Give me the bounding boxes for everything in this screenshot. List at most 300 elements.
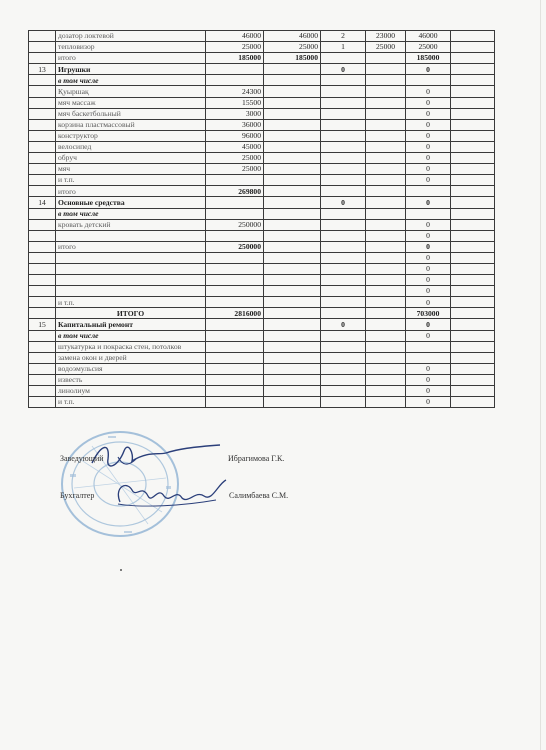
table-row xyxy=(29,197,495,208)
cell-unit-price xyxy=(366,230,406,241)
cell-item: ИТОГО xyxy=(56,308,206,319)
cell-unit-price xyxy=(366,397,406,408)
cell-qty: 2 xyxy=(321,31,366,42)
cell-sum xyxy=(264,175,321,186)
table-row xyxy=(29,386,495,397)
table-row xyxy=(29,275,495,286)
cell-total: 0 xyxy=(406,286,451,297)
cell-item: Қуыршақ xyxy=(56,86,206,97)
cell-blank xyxy=(451,397,495,408)
cell-unit-price xyxy=(366,386,406,397)
cell-total: 0 xyxy=(406,164,451,175)
cell-price: 15500 xyxy=(206,97,264,108)
cell-blank xyxy=(451,286,495,297)
cell-number: 14 xyxy=(29,197,56,208)
cell-item: корзина пластмассовый xyxy=(56,119,206,130)
cell-blank xyxy=(451,53,495,64)
cell-blank xyxy=(451,42,495,53)
cell-item: тепловизор xyxy=(56,42,206,53)
cell-total: 25000 xyxy=(406,42,451,53)
cell-unit-price xyxy=(366,319,406,330)
cell-total: 0 xyxy=(406,64,451,75)
cell-price xyxy=(206,397,264,408)
cell-qty xyxy=(321,53,366,64)
cell-qty: 1 xyxy=(321,42,366,53)
cell-item: итого xyxy=(56,241,206,252)
head-name: Ибрагимова Г.К. xyxy=(228,454,285,463)
cell-blank xyxy=(451,31,495,42)
cell-total: 0 xyxy=(406,374,451,385)
cell-blank xyxy=(451,141,495,152)
cell-blank xyxy=(451,319,495,330)
cell-item: замена окон и дверей xyxy=(56,352,206,363)
cell-price xyxy=(206,275,264,286)
cell-number xyxy=(29,330,56,341)
cell-item: обруч xyxy=(56,153,206,164)
cell-sum xyxy=(264,208,321,219)
cell-sum xyxy=(264,363,321,374)
cell-price: 24300 xyxy=(206,86,264,97)
table-row xyxy=(29,219,495,230)
cell-price: 46000 xyxy=(206,31,264,42)
cell-sum xyxy=(264,286,321,297)
cell-sum: 185000 xyxy=(264,53,321,64)
cell-total: 0 xyxy=(406,241,451,252)
cell-total: 0 xyxy=(406,252,451,263)
cell-sum xyxy=(264,386,321,397)
cell-blank xyxy=(451,97,495,108)
table-row xyxy=(29,75,495,86)
cell-number xyxy=(29,308,56,319)
cell-sum xyxy=(264,241,321,252)
cell-item: мяч баскетбольный xyxy=(56,108,206,119)
cell-qty xyxy=(321,252,366,263)
cell-sum xyxy=(264,330,321,341)
cell-item: кровать детский xyxy=(56,219,206,230)
cell-unit-price xyxy=(366,219,406,230)
cell-price xyxy=(206,341,264,352)
cell-unit-price xyxy=(366,252,406,263)
cell-number: 15 xyxy=(29,319,56,330)
cell-total: 0 xyxy=(406,130,451,141)
cell-total: 0 xyxy=(406,263,451,274)
table-row xyxy=(29,230,495,241)
cell-price xyxy=(206,208,264,219)
cell-number xyxy=(29,230,56,241)
cell-qty xyxy=(321,263,366,274)
cell-number xyxy=(29,352,56,363)
cell-number xyxy=(29,86,56,97)
cell-sum xyxy=(264,230,321,241)
cell-qty xyxy=(321,153,366,164)
cell-sum xyxy=(264,119,321,130)
cell-price xyxy=(206,374,264,385)
cell-blank xyxy=(451,164,495,175)
cell-sum xyxy=(264,97,321,108)
cell-qty xyxy=(321,186,366,197)
cell-unit-price xyxy=(366,175,406,186)
cell-total xyxy=(406,341,451,352)
cell-blank xyxy=(451,263,495,274)
cell-price: 25000 xyxy=(206,42,264,53)
cell-qty xyxy=(321,97,366,108)
cell-unit-price xyxy=(366,197,406,208)
cell-qty xyxy=(321,241,366,252)
cell-price: 2816000 xyxy=(206,308,264,319)
cell-number xyxy=(29,374,56,385)
cell-sum xyxy=(264,141,321,152)
table-row xyxy=(29,341,495,352)
cell-unit-price xyxy=(366,286,406,297)
table-row xyxy=(29,286,495,297)
cell-number xyxy=(29,286,56,297)
cell-number xyxy=(29,97,56,108)
cell-item: мяч массаж xyxy=(56,97,206,108)
cell-number xyxy=(29,241,56,252)
cell-total: 0 xyxy=(406,219,451,230)
cell-qty xyxy=(321,308,366,319)
cell-unit-price xyxy=(366,141,406,152)
cell-unit-price xyxy=(366,241,406,252)
table-row xyxy=(29,130,495,141)
cell-price xyxy=(206,175,264,186)
cell-item: и т.п. xyxy=(56,297,206,308)
cell-sum xyxy=(264,397,321,408)
table-row xyxy=(29,53,495,64)
cell-number xyxy=(29,175,56,186)
table-row xyxy=(29,319,495,330)
cell-blank xyxy=(451,374,495,385)
cell-blank xyxy=(451,297,495,308)
cell-sum xyxy=(264,219,321,230)
cell-item xyxy=(56,230,206,241)
cell-price: 250000 xyxy=(206,241,264,252)
cell-unit-price xyxy=(366,352,406,363)
table-row xyxy=(29,308,495,319)
cell-item: в том числе xyxy=(56,208,206,219)
cell-qty xyxy=(321,275,366,286)
cell-total xyxy=(406,75,451,86)
cell-number xyxy=(29,164,56,175)
table-row xyxy=(29,241,495,252)
cell-total xyxy=(406,208,451,219)
cell-sum: 25000 xyxy=(264,42,321,53)
cell-blank xyxy=(451,175,495,186)
cell-item: Игрушки xyxy=(56,64,206,75)
cell-number xyxy=(29,119,56,130)
table-row xyxy=(29,208,495,219)
cell-price: 3000 xyxy=(206,108,264,119)
accountant-name: Салимбаева С.М. xyxy=(229,491,289,500)
cell-sum xyxy=(264,374,321,385)
table-row xyxy=(29,164,495,175)
cell-qty xyxy=(321,175,366,186)
cell-qty xyxy=(321,208,366,219)
budget-table xyxy=(28,30,495,408)
table-row xyxy=(29,263,495,274)
cell-price xyxy=(206,75,264,86)
cell-total: 0 xyxy=(406,175,451,186)
cell-price: 185000 xyxy=(206,53,264,64)
cell-qty: 0 xyxy=(321,319,366,330)
cell-total: 0 xyxy=(406,319,451,330)
cell-blank xyxy=(451,197,495,208)
cell-sum xyxy=(264,308,321,319)
cell-number xyxy=(29,153,56,164)
cell-qty xyxy=(321,108,366,119)
cell-blank xyxy=(451,186,495,197)
cell-total: 0 xyxy=(406,230,451,241)
cell-number xyxy=(29,208,56,219)
cell-unit-price xyxy=(366,153,406,164)
cell-number xyxy=(29,75,56,86)
cell-blank xyxy=(451,153,495,164)
cell-total: 0 xyxy=(406,153,451,164)
table-row xyxy=(29,108,495,119)
table-row xyxy=(29,397,495,408)
cell-unit-price xyxy=(366,363,406,374)
cell-unit-price xyxy=(366,186,406,197)
cell-blank xyxy=(451,308,495,319)
cell-blank xyxy=(451,108,495,119)
cell-unit-price: 23000 xyxy=(366,31,406,42)
cell-item: конструктор xyxy=(56,130,206,141)
cell-blank xyxy=(451,219,495,230)
cell-blank xyxy=(451,363,495,374)
cell-unit-price xyxy=(366,330,406,341)
cell-qty xyxy=(321,363,366,374)
cell-price xyxy=(206,286,264,297)
table-row xyxy=(29,186,495,197)
cell-qty xyxy=(321,86,366,97)
cell-unit-price xyxy=(366,53,406,64)
cell-item: итого xyxy=(56,186,206,197)
table-row xyxy=(29,141,495,152)
cell-item: Основные средства xyxy=(56,197,206,208)
cell-blank xyxy=(451,241,495,252)
cell-number xyxy=(29,108,56,119)
cell-blank xyxy=(451,330,495,341)
cell-unit-price xyxy=(366,164,406,175)
cell-price xyxy=(206,386,264,397)
cell-item: водоэмульсия xyxy=(56,363,206,374)
cell-item xyxy=(56,252,206,263)
cell-qty xyxy=(321,141,366,152)
cell-total: 703000 xyxy=(406,308,451,319)
speck xyxy=(120,569,122,571)
cell-total: 0 xyxy=(406,275,451,286)
cell-blank xyxy=(451,86,495,97)
cell-number xyxy=(29,297,56,308)
cell-sum xyxy=(264,153,321,164)
cell-item: и т.п. xyxy=(56,397,206,408)
cell-qty xyxy=(321,286,366,297)
page-edge xyxy=(540,0,541,750)
cell-price xyxy=(206,64,264,75)
cell-price: 269800 xyxy=(206,186,264,197)
cell-unit-price: 25000 xyxy=(366,42,406,53)
cell-total: 0 xyxy=(406,97,451,108)
cell-number xyxy=(29,219,56,230)
cell-blank xyxy=(451,119,495,130)
cell-number xyxy=(29,397,56,408)
cell-item: в том числе xyxy=(56,75,206,86)
cell-price: 96000 xyxy=(206,130,264,141)
cell-price xyxy=(206,352,264,363)
cell-qty xyxy=(321,330,366,341)
cell-sum xyxy=(264,108,321,119)
cell-price: 25000 xyxy=(206,153,264,164)
cell-unit-price xyxy=(366,97,406,108)
table-row xyxy=(29,374,495,385)
table-row xyxy=(29,330,495,341)
cell-item: Капитальный ремонт xyxy=(56,319,206,330)
cell-number xyxy=(29,252,56,263)
table-row xyxy=(29,119,495,130)
cell-price: 36000 xyxy=(206,119,264,130)
cell-price xyxy=(206,363,264,374)
cell-number xyxy=(29,386,56,397)
cell-item: итого xyxy=(56,53,206,64)
cell-total: 46000 xyxy=(406,31,451,42)
table-row xyxy=(29,97,495,108)
cell-total: 0 xyxy=(406,108,451,119)
cell-unit-price xyxy=(366,86,406,97)
cell-total: 185000 xyxy=(406,53,451,64)
cell-sum xyxy=(264,341,321,352)
cell-price xyxy=(206,297,264,308)
cell-total: 0 xyxy=(406,386,451,397)
cell-total: 0 xyxy=(406,197,451,208)
cell-total xyxy=(406,186,451,197)
cell-qty xyxy=(321,230,366,241)
cell-number xyxy=(29,341,56,352)
cell-sum xyxy=(264,319,321,330)
cell-number xyxy=(29,263,56,274)
cell-number xyxy=(29,363,56,374)
cell-unit-price xyxy=(366,308,406,319)
cell-item xyxy=(56,286,206,297)
cell-number xyxy=(29,186,56,197)
cell-total: 0 xyxy=(406,119,451,130)
cell-sum xyxy=(264,164,321,175)
cell-qty xyxy=(321,219,366,230)
cell-sum xyxy=(264,186,321,197)
table-row xyxy=(29,42,495,53)
cell-item: в том числе xyxy=(56,330,206,341)
table-row xyxy=(29,86,495,97)
cell-qty xyxy=(321,352,366,363)
cell-item: велосипед xyxy=(56,141,206,152)
cell-qty xyxy=(321,386,366,397)
table-row xyxy=(29,64,495,75)
table-row xyxy=(29,363,495,374)
cell-item xyxy=(56,275,206,286)
cell-unit-price xyxy=(366,119,406,130)
cell-total: 0 xyxy=(406,330,451,341)
table-row xyxy=(29,252,495,263)
cell-sum xyxy=(264,252,321,263)
cell-sum xyxy=(264,130,321,141)
cell-blank xyxy=(451,230,495,241)
accountant-label: Бухгалтер xyxy=(60,491,95,500)
cell-price xyxy=(206,252,264,263)
table-row xyxy=(29,153,495,164)
cell-number xyxy=(29,275,56,286)
cell-unit-price xyxy=(366,275,406,286)
cell-sum xyxy=(264,64,321,75)
cell-item: и т.п. xyxy=(56,175,206,186)
cell-blank xyxy=(451,352,495,363)
cell-qty xyxy=(321,341,366,352)
cell-unit-price xyxy=(366,341,406,352)
table-row xyxy=(29,352,495,363)
cell-qty xyxy=(321,130,366,141)
cell-price: 250000 xyxy=(206,219,264,230)
cell-price: 25000 xyxy=(206,164,264,175)
cell-qty xyxy=(321,297,366,308)
cell-number xyxy=(29,42,56,53)
cell-unit-price xyxy=(366,64,406,75)
cell-item: мяч xyxy=(56,164,206,175)
cell-price xyxy=(206,230,264,241)
cell-price xyxy=(206,319,264,330)
cell-blank xyxy=(451,64,495,75)
cell-sum xyxy=(264,275,321,286)
cell-sum: 46000 xyxy=(264,31,321,42)
cell-blank xyxy=(451,130,495,141)
cell-number xyxy=(29,130,56,141)
cell-qty xyxy=(321,119,366,130)
cell-item: штукатурка и покраска стен, потолков xyxy=(56,341,206,352)
cell-price: 45000 xyxy=(206,141,264,152)
cell-unit-price xyxy=(366,208,406,219)
cell-qty: 0 xyxy=(321,197,366,208)
cell-sum xyxy=(264,297,321,308)
accountant-signature xyxy=(112,474,232,514)
cell-unit-price xyxy=(366,297,406,308)
head-signature xyxy=(88,437,228,477)
cell-number xyxy=(29,31,56,42)
cell-total: 0 xyxy=(406,86,451,97)
cell-unit-price xyxy=(366,130,406,141)
table-row xyxy=(29,31,495,42)
cell-price xyxy=(206,263,264,274)
cell-unit-price xyxy=(366,75,406,86)
cell-qty: 0 xyxy=(321,64,366,75)
cell-sum xyxy=(264,263,321,274)
cell-total: 0 xyxy=(406,297,451,308)
cell-qty xyxy=(321,374,366,385)
cell-price xyxy=(206,197,264,208)
cell-blank xyxy=(451,75,495,86)
cell-total xyxy=(406,352,451,363)
cell-unit-price xyxy=(366,263,406,274)
cell-sum xyxy=(264,86,321,97)
cell-total: 0 xyxy=(406,141,451,152)
table-row xyxy=(29,175,495,186)
budget-table-body xyxy=(29,31,495,408)
cell-item: известь xyxy=(56,374,206,385)
cell-item xyxy=(56,263,206,274)
cell-sum xyxy=(264,352,321,363)
cell-unit-price xyxy=(366,108,406,119)
cell-sum xyxy=(264,197,321,208)
cell-total: 0 xyxy=(406,363,451,374)
cell-blank xyxy=(451,341,495,352)
cell-unit-price xyxy=(366,374,406,385)
cell-qty xyxy=(321,75,366,86)
